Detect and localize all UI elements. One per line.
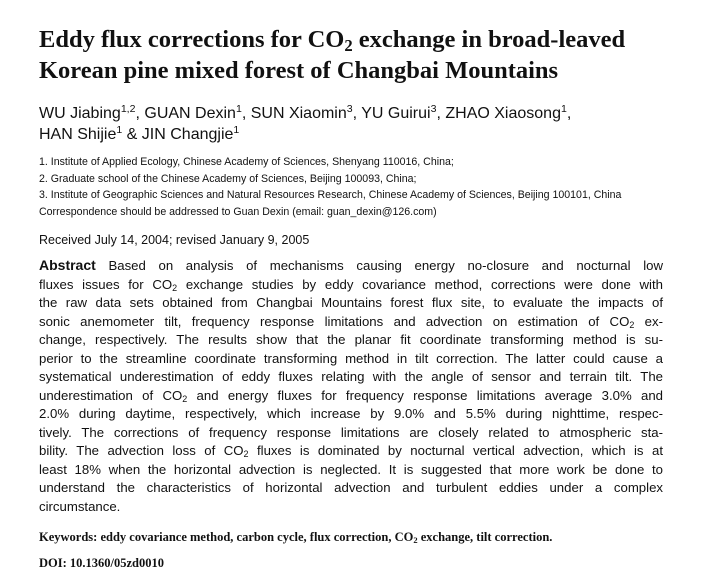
author-affil-ref: 1 [235, 103, 242, 116]
abstract-line: perior to the streamline coordinate transforming method in tilt correction. The latter could cause a [39, 350, 663, 366]
abstract-line: sonic anemometer tilt, frequency response limitations and advection on estimation of $CO_2$ ex- [39, 313, 663, 330]
affiliation-line: 3. Institute of Geographic Sciences and Natural Resources Research, Chinese Academy of Sciences, Beijing 100101, China [39, 189, 622, 202]
abstract-line: systematical underestimation of eddy fluxes relating with the angle of sensor and terrain tilt. The [39, 369, 663, 384]
abstract-line: fluxes issues for $CO_2$ exchange studies by eddy covariance method, corrections were done with [39, 276, 663, 293]
keywords-label: Keywords: [39, 530, 98, 544]
author-name: SUN Xiaomin [250, 105, 347, 122]
author-name: ZHAO Xiaosong [445, 105, 561, 122]
author-name: YU Guirui [361, 105, 431, 122]
paper-title [39, 24, 689, 86]
title-line-1: Eddy flux corrections for $CO_2$ exchange in broad-leaved [39, 26, 626, 56]
abstract-line: tively. The corrections of frequency response limitations are closely related to atmospheric sta- [39, 424, 663, 440]
doi: DOI: 10.1360/05zd0010 [39, 556, 164, 570]
author-affil-ref: 1 [116, 124, 123, 137]
affiliation-line: 2. Graduate school of the Chinese Academy of Sciences, Beijing 100093, China; [39, 172, 417, 185]
keywords: Keywords: eddy covariance method, carbon cycle, flux correction, $CO_2$ exchange, tilt correction. [39, 530, 553, 546]
abstract-line: 2.0% during daytime, respectively, which increase by 9.0% and 5.5% during nighttime, respec- [39, 406, 663, 421]
title-line-2: Korean pine mixed forest of Changbai Mountains [39, 57, 559, 84]
abstract-line: underestimation of $CO_2$ and energy fluxes for frequency response limitations average 3.0% and [39, 387, 663, 404]
abstract [39, 256, 663, 516]
correspondence-line: Correspondence should be addressed to Guan Dexin (email: guan_dexin@126.com) [39, 205, 437, 218]
author-name: GUAN Dexin [144, 105, 236, 122]
author-affil-ref: 3 [430, 103, 437, 116]
author-name: WU Jiabing [39, 105, 121, 122]
affiliation-line: 1. Institute of Applied Ecology, Chinese Academy of Sciences, Shenyang 110016, China; [39, 156, 454, 168]
abstract-line: understand the characteristics of horizontal advection and turbulent eddies under a complex [39, 480, 663, 495]
author-list: WU Jiabing$^{1,2}$, GUAN Dexin$^1$, SUN Xiaomin$^3$, YU Guirui$^3$, ZHAO Xiaosong$^1$, HAN Shijie$^1$ & JIN Changjie$^1$ [39, 103, 572, 143]
abstract-line: circumstance. [39, 498, 121, 514]
abstract-line: bility. The advection loss of $CO_2$ fluxes is dominated by nocturnal vertical advection, which is at [39, 443, 663, 460]
abstract-label: Abstract [39, 257, 96, 273]
author-name: HAN Shijie [39, 126, 117, 143]
abstract-line: the raw data sets obtained from Changbai Mountains forest flux site, to evaluate the impacts of [39, 295, 663, 310]
author-name: JIN Changjie [141, 126, 234, 143]
affiliations [39, 154, 699, 220]
author-affil-ref: 3 [346, 103, 353, 116]
abstract-line: Abstract Based on analysis of mechanisms causing energy no-closure and nocturnal low [39, 257, 664, 273]
abstract-line: least 18% when the horizontal advection is neglected. It is suggested that more work be done to [39, 461, 663, 477]
author-affil-ref: 1 [560, 103, 567, 116]
author-affil-ref: 1,2 [120, 103, 136, 116]
author-affil-ref: 1 [233, 124, 240, 137]
received-dates: Received July 14, 2004; revised January 9, 2005 [39, 233, 310, 247]
abstract-line: change, respectively. The results show that the planar fit coordinate transforming method is su- [39, 332, 663, 347]
